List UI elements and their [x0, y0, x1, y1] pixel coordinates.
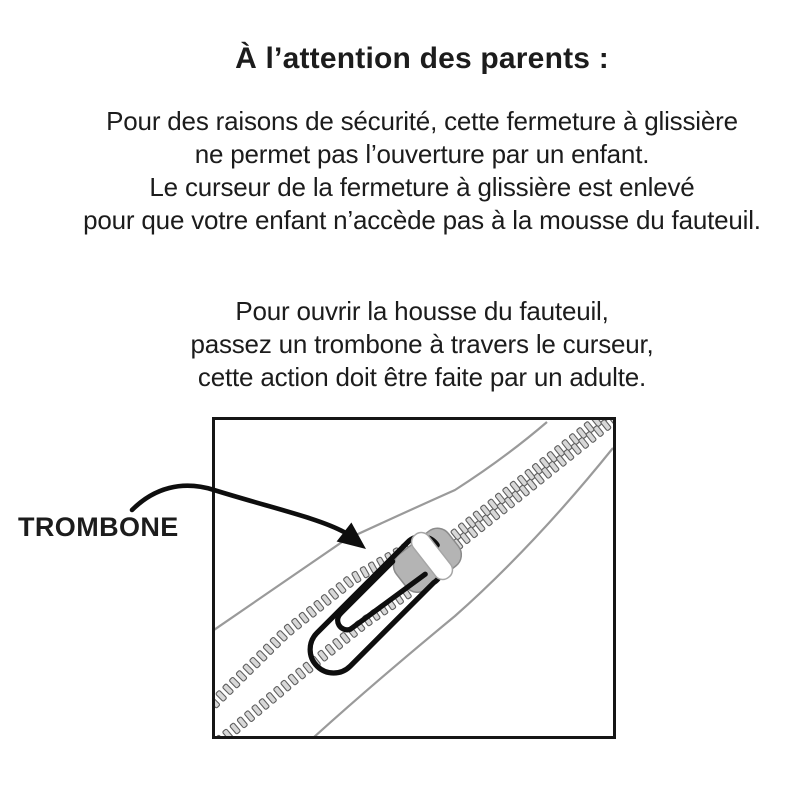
- zipper-tooth: [313, 600, 324, 612]
- zipper-tooth: [480, 504, 491, 516]
- zipper-tooth: [497, 503, 508, 515]
- zipper-tooth: [237, 717, 248, 729]
- arrow-shaft: [132, 486, 344, 532]
- zipper-tooth: [549, 461, 560, 473]
- zipper-tooth: [284, 624, 295, 636]
- zipper-tooth: [328, 588, 339, 600]
- zipper-tooth: [475, 520, 486, 532]
- zipper-tooth: [251, 704, 262, 716]
- zipper-tooth: [519, 485, 530, 497]
- zipper-tooth: [215, 690, 226, 701]
- zipper-tooth: [270, 637, 281, 648]
- zipper-tooth: [321, 594, 332, 606]
- zipper-tooth: [576, 427, 587, 439]
- zipper-tooth: [524, 469, 535, 481]
- page-title: À l’attention des parents :: [235, 42, 609, 75]
- zipper-tooth: [236, 670, 247, 681]
- intro-line: Le curseur de la fermeture à glissière est enlevé: [149, 172, 695, 202]
- zipper-tooth: [244, 710, 255, 722]
- trombone-label: TROMBONE: [18, 512, 179, 542]
- zipper-tooth: [299, 612, 310, 624]
- zipper-tooth: [586, 431, 597, 443]
- arrow-icon: [122, 452, 402, 577]
- zipper-tooth: [222, 684, 233, 695]
- zipper-tooth: [317, 650, 328, 662]
- zipper-tooth: [465, 516, 476, 528]
- zipper-tooth: [288, 674, 299, 686]
- zipper-tooth: [280, 680, 291, 692]
- instruction-paragraph: [40, 295, 800, 394]
- zipper-tooth: [489, 508, 500, 520]
- zipper-tooth: [242, 663, 253, 674]
- arrow-head: [337, 523, 366, 550]
- zipper-tooth: [534, 473, 545, 485]
- zipper-tooth: [332, 638, 343, 650]
- zipper-tooth: [229, 677, 240, 688]
- zipper-tooth: [541, 467, 552, 479]
- zipper-tooth: [256, 650, 267, 661]
- zipper-tooth: [467, 526, 478, 538]
- zipper-tooth: [504, 497, 515, 509]
- intro-line: pour que votre enfant n’accède pas à la mousse du fauteuil.: [83, 205, 761, 235]
- zipper-tooth: [495, 493, 506, 505]
- zipper-tooth: [554, 445, 565, 457]
- intro-line: Pour des raisons de sécurité, cette fermeture à glissière: [106, 106, 738, 136]
- zipper-tooth: [539, 457, 550, 469]
- zipper-tooth: [340, 632, 351, 644]
- zipper-tooth: [222, 729, 233, 736]
- zipper-tooth: [482, 514, 493, 526]
- zipper-tooth: [578, 437, 589, 449]
- zipper-tooth: [259, 698, 270, 710]
- zipper-tooth: [273, 686, 284, 698]
- zipper-tooth: [291, 618, 302, 630]
- zipper-tooth: [571, 443, 582, 455]
- zipper-tooth: [526, 479, 537, 491]
- zipper-tooth: [336, 582, 347, 594]
- zipper-tooth: [230, 723, 241, 735]
- zipper-tooth: [593, 425, 604, 437]
- instruction-line: Pour ouvrir la housse du fauteuil,: [235, 296, 609, 326]
- zipper-tooth: [215, 697, 220, 708]
- zipper-tooth: [295, 668, 306, 680]
- zipper-tooth: [563, 449, 574, 461]
- zipper-tooth: [460, 532, 471, 544]
- instruction-line: passez un trombone à travers le curseur,: [190, 329, 654, 359]
- instruction-line: cette action doit être faite par un adulte.: [197, 362, 647, 392]
- zipper-tooth: [276, 630, 287, 641]
- zipper-tooth: [343, 576, 354, 588]
- zipper-tooth: [306, 606, 317, 618]
- intro-paragraph: [40, 105, 800, 237]
- zipper-tooth: [510, 481, 521, 493]
- zipper-tooth: [512, 491, 523, 503]
- zipper-tooth: [556, 455, 567, 467]
- zipper-tooth: [263, 643, 274, 654]
- zipper-tooth: [325, 644, 336, 656]
- zipper-tooth: [600, 420, 611, 431]
- zipper-tooth: [266, 692, 277, 704]
- intro-line: ne permet pas l’ouverture par un enfant.: [194, 139, 650, 169]
- zipper-tooth: [249, 657, 260, 668]
